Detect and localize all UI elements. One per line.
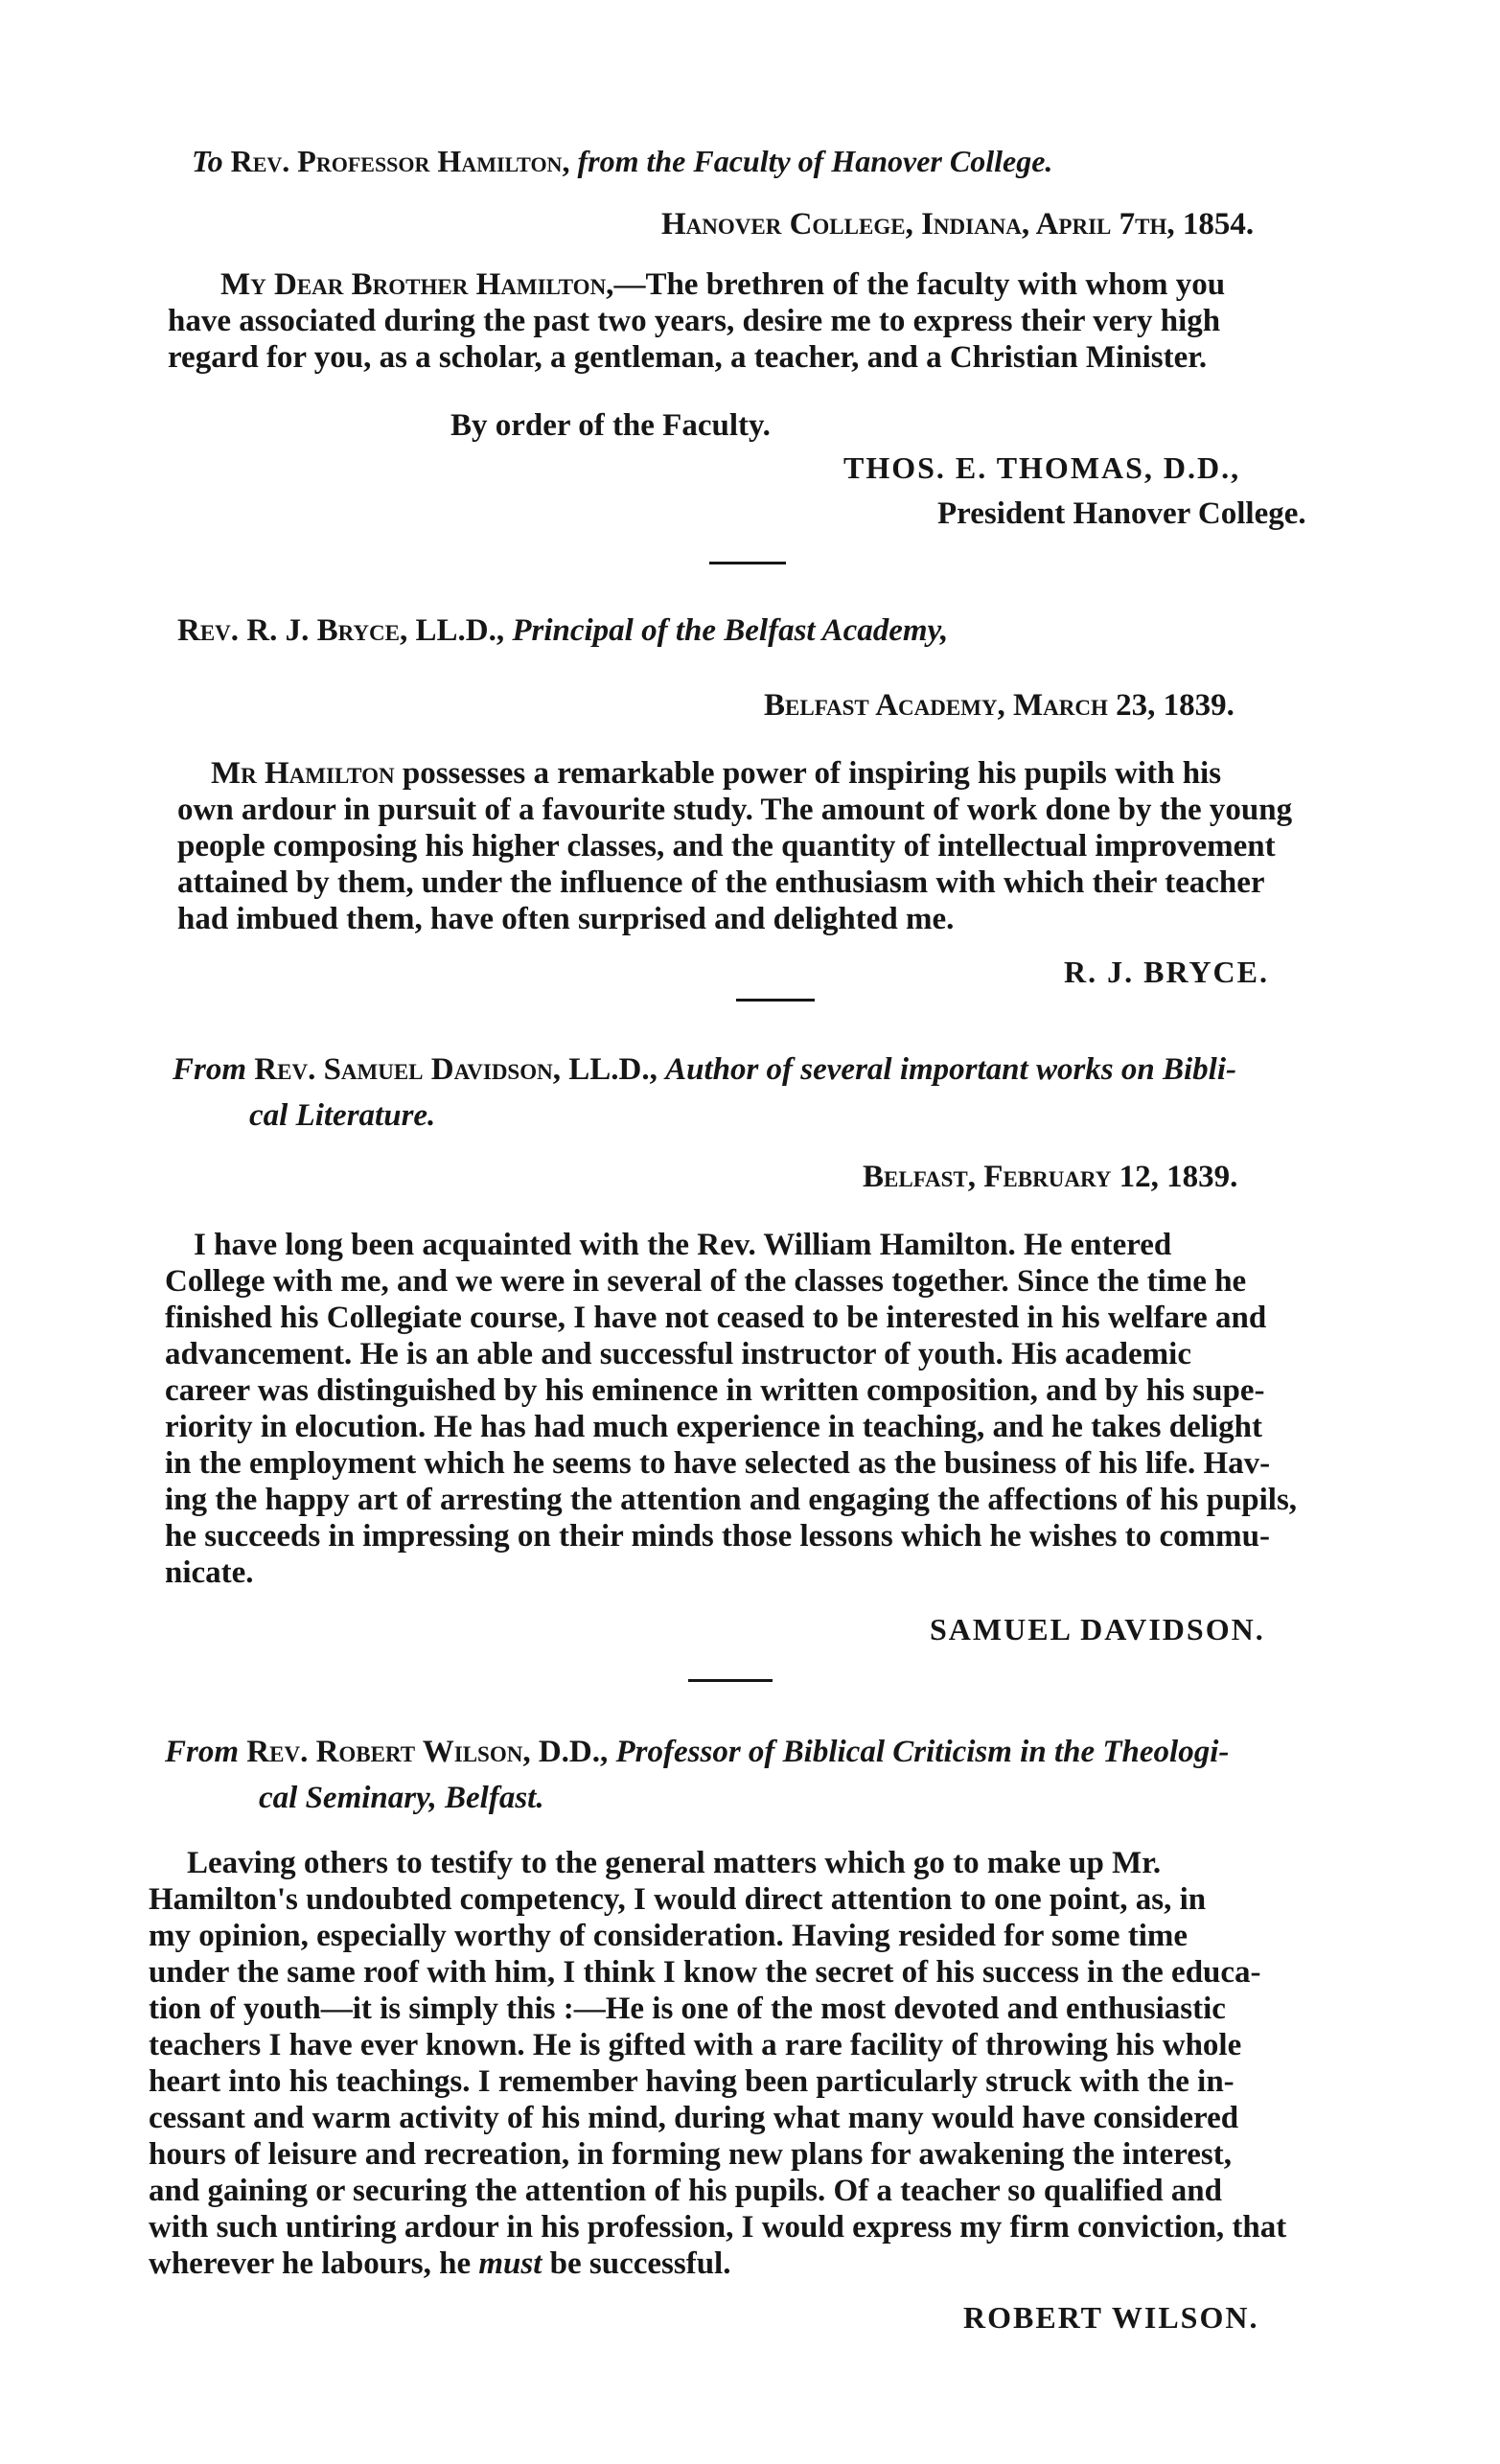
letter4-body-line: with such untiring ardour in his profession, I would express my firm conviction, that [149,2210,1287,2245]
letter2-signature: R. J. BRYCE. [1064,955,1269,989]
letter1-body-line: have associated during the past two years, desire me to express their very high [168,304,1221,338]
letter3-body-line: ing the happy art of arresting the attention and engaging the affections of his pupils, [165,1483,1298,1517]
letter4-body [149,1845,1313,2282]
letter4-heading [165,1735,1229,1770]
letter4-body-line: teachers I have ever known. He is gifted with a rare facility of throwing his whole [149,2028,1242,2062]
letter2-body-line: attained by them, under the influence of the enthusiasm with which their teacher [177,865,1265,900]
letter1-signature-title: President Hanover College. [937,496,1306,531]
letter1-body-line: —The brethren of the faculty with whom you [613,267,1226,302]
letter1-by-order: By order of the Faculty. [450,408,771,443]
letter4-last-line-before: wherever he labours, he [149,2246,479,2281]
letter3-heading-title-1: Author of several important works on Bibli- [665,1052,1237,1087]
letter4-last-line-after: be successful. [542,2246,731,2281]
letter4-heading-title-2: cal Seminary, Belfast. [259,1781,544,1815]
letter4-body-line: hours of leisure and recreation, in forming new plans for awakening the interest, [149,2137,1232,2172]
letter4-body-line: Leaving others to testify to the general matters which go to make up Mr. [187,1846,1162,1880]
letter3-body-line: College with me, and we were in several of the classes together. Since the time he [165,1264,1247,1299]
letter3-body-line: he succeeds in impressing on their minds those lessons which he wishes to commu- [165,1519,1270,1554]
section-divider [709,562,786,564]
letter4-body-line: heart into his teachings. I remember having been particularly struck with the in- [149,2064,1235,2099]
letter3-body-line: in the employment which he seems to have selected as the business of his life. Hav- [165,1446,1271,1481]
letter4-body-line: under the same roof with him, I think I know the secret of his success in the educa- [149,1955,1261,1990]
letter2-dateline: Belfast Academy, March 23, 1839. [764,688,1235,723]
letter3-body [165,1227,1310,1591]
section-divider [688,1679,773,1682]
letter4-heading-name: Rev. Robert Wilson, D.D., [246,1735,609,1769]
letter3-dateline: Belfast, February 12, 1839. [863,1160,1238,1194]
letter4-heading-from: From [165,1735,240,1769]
letter4-body-line: cessant and warm activity of his mind, during what many would have considered [149,2101,1239,2135]
letter3-signature: SAMUEL DAVIDSON. [930,1612,1265,1647]
letter2-body-line: people composing his higher classes, and the quantity of intellectual improvement [177,829,1276,864]
letter2-opening: Mr Hamilton [211,756,395,791]
letter4-signature: ROBERT WILSON. [963,2300,1259,2335]
letter1-body-line: regard for you, as a scholar, a gentleman, a teacher, and a Christian Minister. [168,340,1208,375]
letter1-heading-name: Rev. Professor Hamilton, [230,144,570,178]
letter4-body-line: tion of youth—it is simply this :—He is one of the most devoted and enthusiastic [149,1992,1226,2026]
letter3-heading-name: Rev. Samuel Davidson, LL.D., [254,1052,658,1087]
letter3-body-line: finished his Collegiate course, I have not ceased to be interested in his welfare and [165,1301,1267,1335]
letter3-heading-from: From [173,1052,247,1087]
letter3-heading [173,1052,1236,1088]
letter2-heading [177,613,948,649]
letter2-body-line: had imbued them, have often surprised and delighted me. [177,902,955,936]
letter2-body-line: own ardour in pursuit of a favourite study. The amount of work done by the young [177,793,1293,827]
letter3-body-line: advancement. He is an able and successful instructor of youth. His academic [165,1337,1191,1371]
letter3-body-line: riority in elocution. He has had much experience in teaching, and he takes delight [165,1410,1262,1444]
section-divider [736,999,815,1002]
letter3-body-line: I have long been acquainted with the Rev. William Hamilton. He entered [194,1228,1172,1262]
letter2-heading-title: Principal of the Belfast Academy, [512,613,949,648]
letter2-body [177,755,1308,937]
letter4-body-line: Hamilton's undoubted competency, I would direct attention to one point, as, in [149,1882,1207,1917]
letter4-last-line-emph: must [478,2246,542,2281]
letter2-heading-name: Rev. R. J. Bryce, LL.D., [177,613,505,648]
letter2-body-line: possesses a remarkable power of inspiring his pupils with his [394,756,1222,791]
letter3-body-line: nicate. [165,1555,254,1590]
letter3-body-line: career was distinguished by his eminence in written composition, and by his supe- [165,1373,1265,1408]
letter3-heading-title-2: cal Literature. [249,1098,436,1133]
letter1-heading-from: from the Faculty of Hanover College. [577,144,1053,178]
letter1-body [168,266,1308,376]
letter1-dateline: Hanover College, Indiana, April 7th, 1854. [661,207,1255,242]
letter1-salutation: My Dear Brother Hamilton, [220,267,614,302]
letter4-heading-title-1: Professor of Biblical Criticism in the Theologi- [615,1735,1230,1769]
letter4-body-line: my opinion, especially worthy of consideration. Having resided for some time [149,1919,1188,1953]
letter1-heading-to: To [192,144,223,178]
letter1-heading [192,144,1052,179]
letter1-signature: THOS. E. THOMAS, D.D., [843,450,1241,485]
letter4-body-line: and gaining or securing the attention of his pupils. Of a teacher so qualified and [149,2174,1223,2208]
